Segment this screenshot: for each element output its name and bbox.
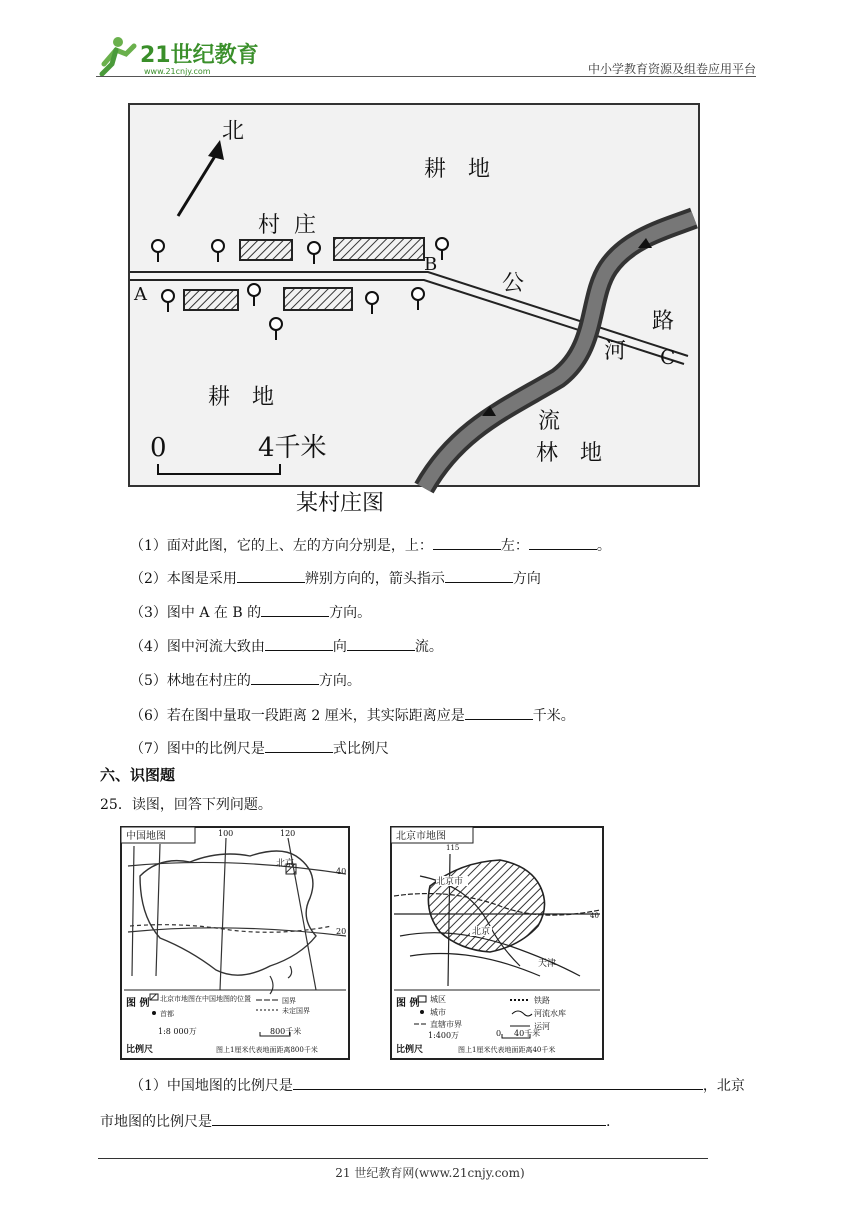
tianjin-label: 天津: [538, 959, 557, 969]
house: [184, 290, 238, 310]
footer-rule: [98, 1158, 708, 1159]
beijing-scale-bar: 40千米: [514, 1029, 541, 1038]
river-label-1: 河: [604, 339, 627, 364]
china-beijing-label: 北京: [276, 859, 295, 869]
beijing-label: 北京: [472, 927, 491, 937]
china-legend-label: 图 例: [126, 998, 150, 1009]
road-label-2: 路: [652, 309, 675, 334]
road-label-1: 公: [502, 271, 525, 296]
answer-blank[interactable]: [251, 670, 319, 685]
china-legend-item: 未定国界: [282, 1007, 310, 1015]
answer-blank[interactable]: [433, 535, 501, 550]
china-scale-label: 比例尺: [126, 1045, 154, 1055]
beijing-legend-item: 城市: [430, 1008, 446, 1017]
beijing-scale-label: 比例尺: [396, 1045, 424, 1055]
house: [334, 238, 424, 260]
question-24-7: （7）图中的比例尺是 式比例尺: [130, 738, 389, 759]
china-lon-120: 120: [280, 829, 296, 838]
answer-blank[interactable]: [347, 636, 415, 651]
farmland-top-label: 耕 地: [424, 157, 491, 182]
point-c-label: C: [660, 345, 676, 369]
question-24-4: （4）图中河流大致由 向 流。: [130, 636, 443, 657]
question-24-5: （5）林地在村庄的 方向。: [130, 670, 361, 691]
beijing-legend-item: 河流水库: [534, 1009, 566, 1018]
beijing-lon: 115: [446, 844, 460, 852]
china-map-title: 中国地图: [126, 831, 166, 842]
china-lat-20: 20: [336, 927, 347, 936]
scale-length-label: 4千米: [258, 433, 327, 463]
answer-blank[interactable]: [445, 568, 513, 583]
answer-blank[interactable]: [237, 568, 305, 583]
china-scale-bar: 800千米: [270, 1027, 302, 1036]
china-ratio: 1:8 000万: [158, 1027, 197, 1036]
question-25-1-line2: 市地图的比例尺是 .: [100, 1111, 610, 1132]
forest-label: 林 地: [536, 441, 603, 466]
page-footer: 21 世纪教育网(www.21cnjy.com): [335, 1166, 525, 1180]
village-map: [128, 98, 704, 518]
answer-blank[interactable]: [529, 535, 597, 550]
point-b-label: B: [424, 254, 438, 275]
logo: [96, 34, 266, 78]
beijing-city-label: 北京市: [436, 877, 464, 887]
china-map: [120, 826, 350, 1060]
beijing-legend-item: 运河: [534, 1022, 550, 1031]
beijing-legend-item: 直辖市界: [430, 1020, 462, 1029]
header-rule: [96, 76, 756, 77]
answer-blank[interactable]: [212, 1111, 606, 1126]
beijing-ratio: 1:400万: [428, 1031, 460, 1040]
china-lon-100: 100: [218, 829, 234, 838]
answer-blank[interactable]: [465, 705, 533, 720]
farmland-bottom-label: 耕 地: [208, 385, 275, 410]
page-header: [96, 28, 756, 78]
scale-zero-label: 0: [150, 433, 167, 463]
section-title: 六、识图题: [100, 766, 176, 784]
china-legend-item: 国界: [282, 997, 296, 1005]
platform-name: 中小学教育资源及组卷应用平台: [587, 62, 756, 76]
question-24-2: （2）本图是采用 辨别方向的，箭头指示 方向: [130, 568, 541, 589]
china-lat-40: 40: [336, 867, 347, 876]
beijing-bar-zero: 0: [496, 1029, 502, 1038]
house: [284, 288, 352, 310]
north-label: 北: [222, 119, 245, 144]
question-24-1: （1）面对此图，它的上、左的方向分别是，上： 左： 。: [130, 535, 611, 556]
runner-icon: [102, 37, 134, 74]
answer-blank[interactable]: [261, 602, 329, 617]
beijing-legend-item: 铁路: [534, 996, 550, 1005]
river-label-2: 流: [538, 409, 561, 434]
map-caption: 某村庄图: [296, 491, 385, 516]
question-25-stem: 25．读图，回答下列问题。: [100, 797, 272, 813]
question-24-6: （6）若在图中量取一段距离 2 厘米，其实际距离应是 千米。: [130, 705, 575, 726]
question-24-3: （3）图中 A 在 B 的 方向。: [130, 602, 371, 623]
beijing-scale-text: 图上1厘米代表地面距离40千米: [458, 1046, 556, 1054]
beijing-legend-label: 图 例: [396, 998, 420, 1009]
china-legend-item: 首都: [160, 1010, 174, 1018]
house: [240, 240, 292, 260]
question-25-1-line1: （1）中国地图的比例尺是 ，北京: [130, 1075, 745, 1096]
beijing-legend-item: 城区: [430, 995, 446, 1004]
beijing-map-title: 北京市地图: [396, 831, 446, 842]
logo-text: 21世纪教育: [140, 43, 259, 68]
china-legend-item: 北京市地图在中国地图的位置: [160, 995, 251, 1003]
china-scale-text: 图上1厘米代表地面距离800千米: [216, 1046, 318, 1054]
answer-blank[interactable]: [293, 1075, 703, 1090]
beijing-map: [390, 826, 604, 1060]
beijing-lat: 40: [590, 912, 599, 920]
point-a-label: A: [134, 284, 147, 305]
answer-blank[interactable]: [265, 738, 333, 753]
answer-blank[interactable]: [265, 636, 333, 651]
village-label: 村庄: [258, 213, 331, 238]
logo-url: www.21cnjy.com: [144, 67, 211, 76]
